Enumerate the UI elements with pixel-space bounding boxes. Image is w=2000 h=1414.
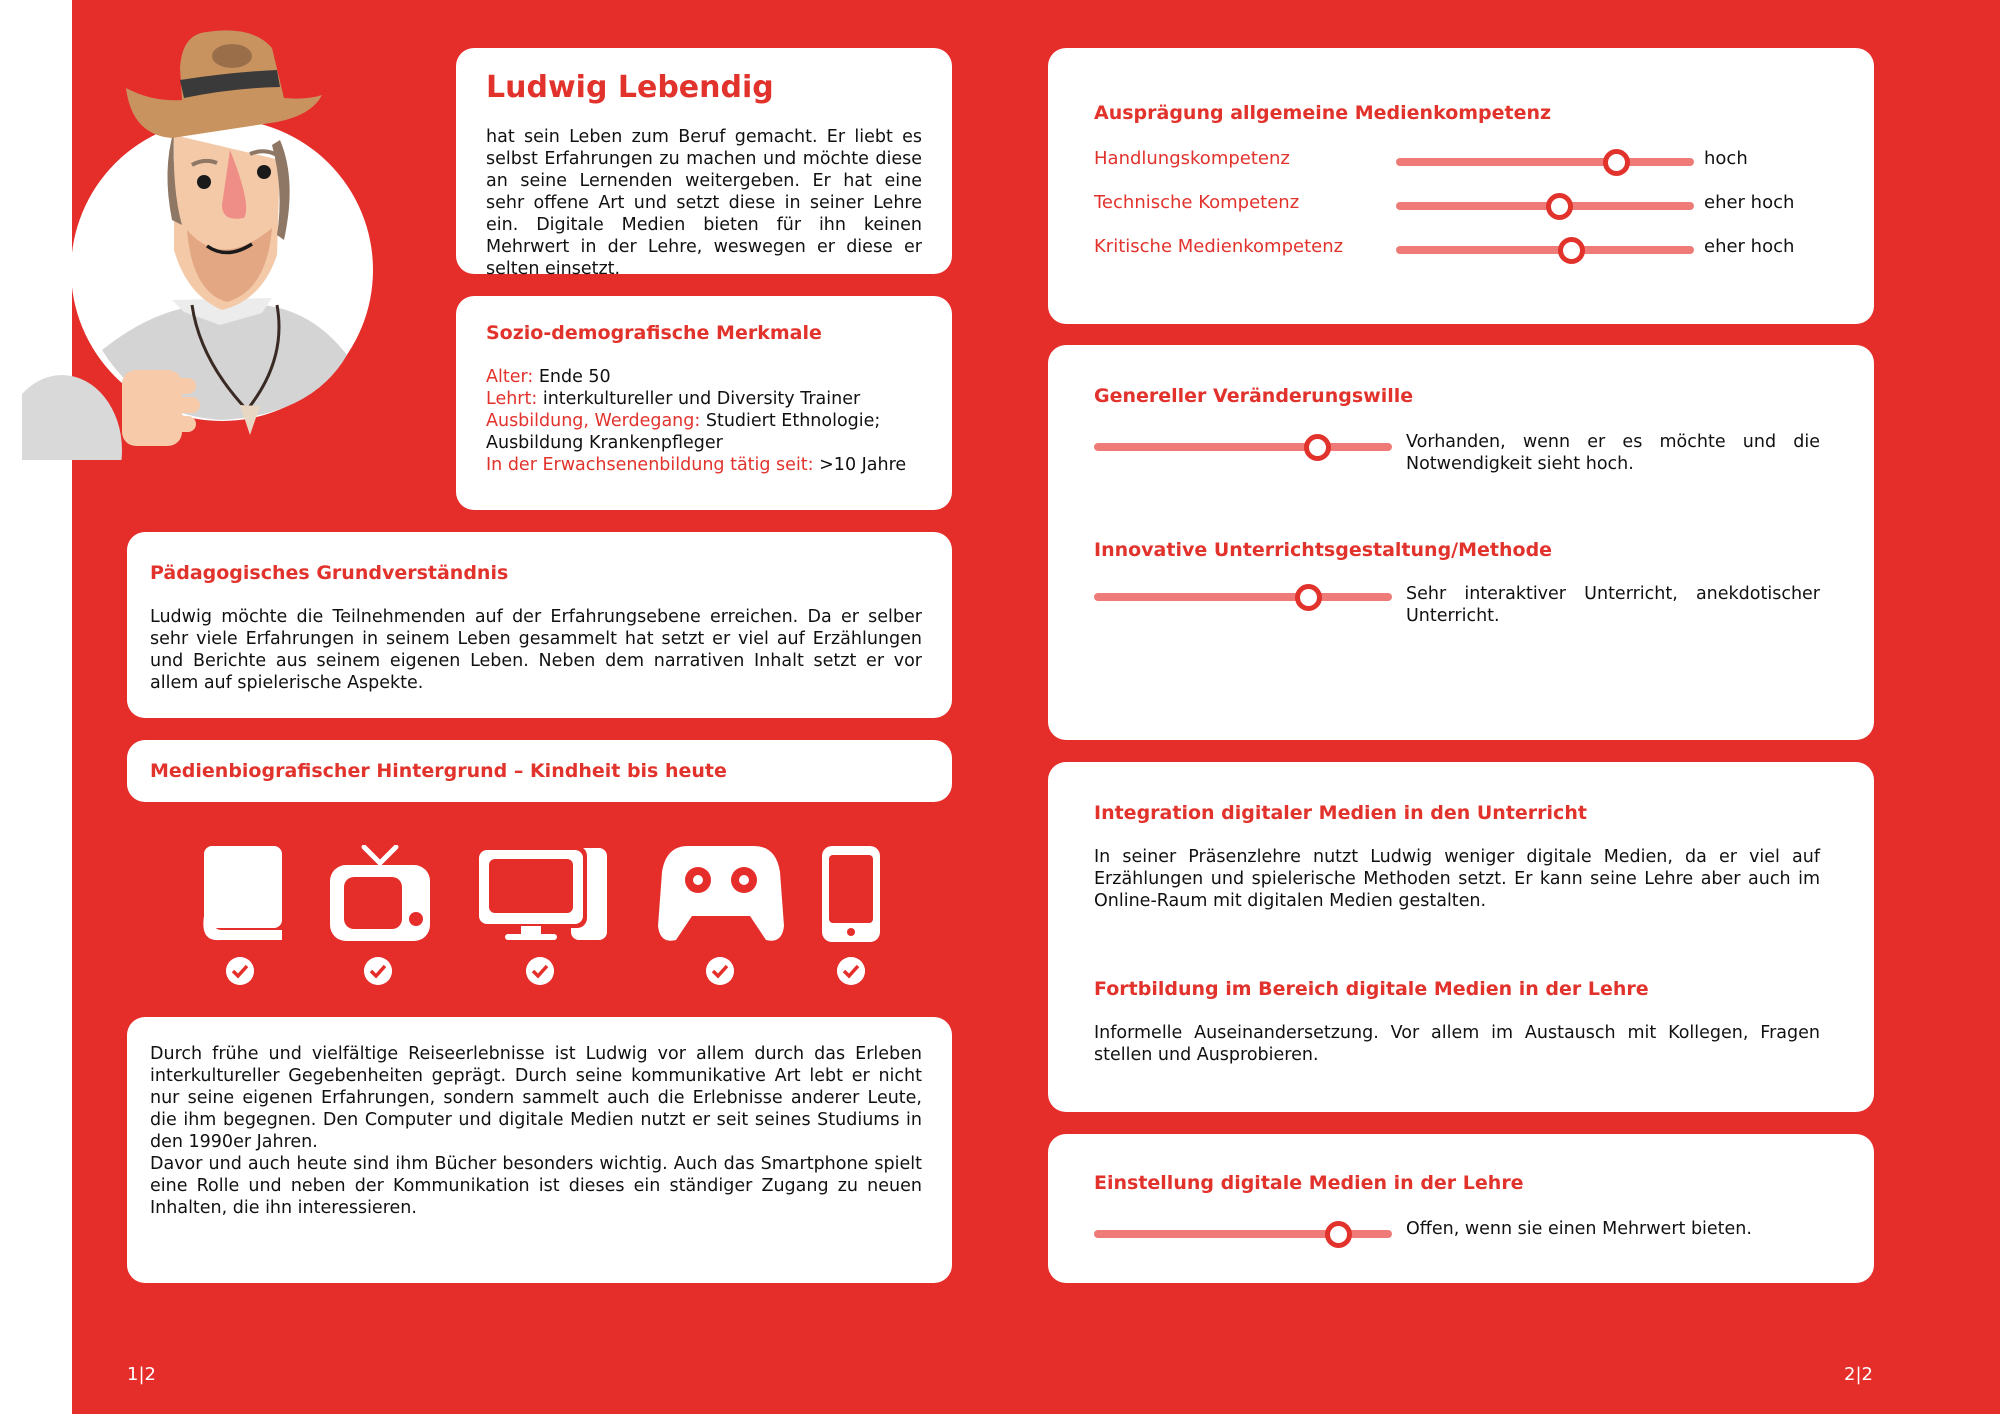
media-bio-text-1: Durch frühe und vielfältige Reiseerlebnisse ist Ludwig vor allem durch das Erleben interkultureller Gegebenheiten geprägt. Durch seine kommunikative Art lebt er nicht nur seine eigenen Erfahrungen, sondern sammelt auch die Erlebnisse anderer Leute, die ihm begegnen. Den Computer und digitale Medien nutzt er seit seines Studiums in den 1990er Jahren. <box>150 1044 922 1152</box>
check-icon <box>226 957 254 985</box>
page-background <box>72 0 2000 1414</box>
check-icon <box>837 957 865 985</box>
media-bio-text-card <box>127 1017 952 1283</box>
persona-avatar <box>22 20 422 460</box>
age-value: Ende 50 <box>538 367 611 387</box>
integration-title: Integration digitaler Medien in den Unterricht <box>1094 802 1587 824</box>
check-icon <box>526 957 554 985</box>
computer-icon <box>475 846 609 944</box>
book-icon <box>200 846 282 942</box>
since-label: In der Erwachsenenbildung tätig seit: <box>486 455 814 475</box>
competence-title: Ausprägung allgemeine Medienkompetenz <box>1094 102 1552 124</box>
competence-card <box>1048 48 1874 324</box>
check-icon <box>364 957 392 985</box>
teaches-value: interkultureller und Diversity Trainer <box>542 389 861 409</box>
teaches-label: Lehrt: <box>486 389 538 409</box>
page-number-right: 2|2 <box>1844 1364 1873 1385</box>
competence-slider <box>1396 246 1694 254</box>
change-card <box>1048 345 1874 740</box>
competence-slider <box>1396 202 1694 210</box>
change-slider-knob <box>1304 434 1331 461</box>
competence-slider-knob <box>1546 193 1573 220</box>
pedagogy-text: Ludwig möchte die Teilnehmenden auf der Erfahrungsebene erreichen. Da er selber sehr viele Erfahrungen in seinem Leben gesammelt hat setzt er viel auf Erzählungen und Berichte aus seinem eigenen Leben. Neben dem narrativen Inhalt setzt er vor allem auf spielerische Aspekte. <box>150 607 922 693</box>
competence-value: hoch <box>1704 148 1748 169</box>
persona-name: Ludwig Lebendig <box>486 70 774 105</box>
innovation-slider <box>1094 593 1392 601</box>
pedagogy-card <box>127 532 952 718</box>
change-title: Genereller Veränderungswille <box>1094 385 1414 407</box>
competence-value: eher hoch <box>1704 192 1795 213</box>
persona-intro: hat sein Leben zum Beruf gemacht. Er liebt es selbst Erfahrungen zu machen und möchte diese an seine Lernenden weitergeben. Er hat eine sehr offene Art und setzt diese in seiner Lehre ein. Digitale Medien bieten für ihn keinen Mehrwert in der Lehre, weswegen er diese er selten einsetzt. <box>486 127 922 279</box>
socio-card <box>456 296 952 510</box>
change-value: Vorhanden, wenn er es möchte und die Notwendigkeit sieht hoch. <box>1406 432 1820 474</box>
competence-slider-knob <box>1558 237 1585 264</box>
page-number-left: 1|2 <box>127 1364 156 1385</box>
education-label: Ausbildung, Werdegang: <box>486 411 701 431</box>
integration-card <box>1048 762 1874 1112</box>
competence-label: Handlungskompetenz <box>1094 148 1290 169</box>
age-label: Alter: <box>486 367 534 387</box>
socio-title: Sozio-demografische Merkmale <box>486 322 822 344</box>
change-slider <box>1094 443 1392 451</box>
education-value: Studiert Ethnologie; Ausbildung Krankenpfleger <box>486 411 881 453</box>
training-title: Fortbildung im Bereich digitale Medien in der Lehre <box>1094 978 1649 1000</box>
competence-label: Kritische Medienkompetenz <box>1094 236 1344 257</box>
attitude-slider-knob <box>1325 1221 1352 1248</box>
pedagogy-title: Pädagogisches Grundverständnis <box>150 562 509 584</box>
gamepad-icon <box>658 846 784 944</box>
competence-value: eher hoch <box>1704 236 1795 257</box>
integration-text: In seiner Präsenzlehre nutzt Ludwig weniger digitale Medien, da er viel auf Erzählungen und spielerische Methoden setzt. Er kann seine Lehre aber auch im Online-Raum mit digitalen Medien gestalten. <box>1094 847 1820 911</box>
attitude-title: Einstellung digitale Medien in der Lehre <box>1094 1172 1524 1194</box>
intro-card <box>456 48 952 279</box>
check-icon <box>706 957 734 985</box>
innovation-title: Innovative Unterrichtsgestaltung/Methode <box>1094 539 1553 561</box>
innovation-value: Sehr interaktiver Unterricht, anekdotischer Unterricht. <box>1406 584 1820 626</box>
competence-slider-knob <box>1603 149 1630 176</box>
smartphone-icon <box>822 846 880 942</box>
attitude-card <box>1048 1134 1874 1283</box>
training-text: Informelle Auseinandersetzung. Vor allem im Austausch mit Kollegen, Fragen stellen und Ausprobieren. <box>1094 1023 1820 1065</box>
competence-slider <box>1396 158 1694 166</box>
media-bio-text-2: Davor und auch heute sind ihm Bücher besonders wichtig. Auch das Smartphone spielt eine Rolle und neben der Kommunikation ist dieses ein ständiger Zugang zu neuen Inhalten, die ihn interessieren. <box>150 1154 922 1218</box>
innovation-slider-knob <box>1295 584 1322 611</box>
tv-icon <box>328 845 432 943</box>
since-value: >10 Jahre <box>819 455 907 475</box>
competence-label: Technische Kompetenz <box>1094 192 1300 213</box>
socio-details <box>486 366 922 476</box>
media-bio-title: Medienbiografischer Hintergrund – Kindheit bis heute <box>150 760 727 782</box>
attitude-slider <box>1094 1230 1392 1238</box>
attitude-value: Offen, wenn sie einen Mehrwert bieten. <box>1406 1219 1752 1239</box>
media-bio-title-card <box>127 740 952 802</box>
